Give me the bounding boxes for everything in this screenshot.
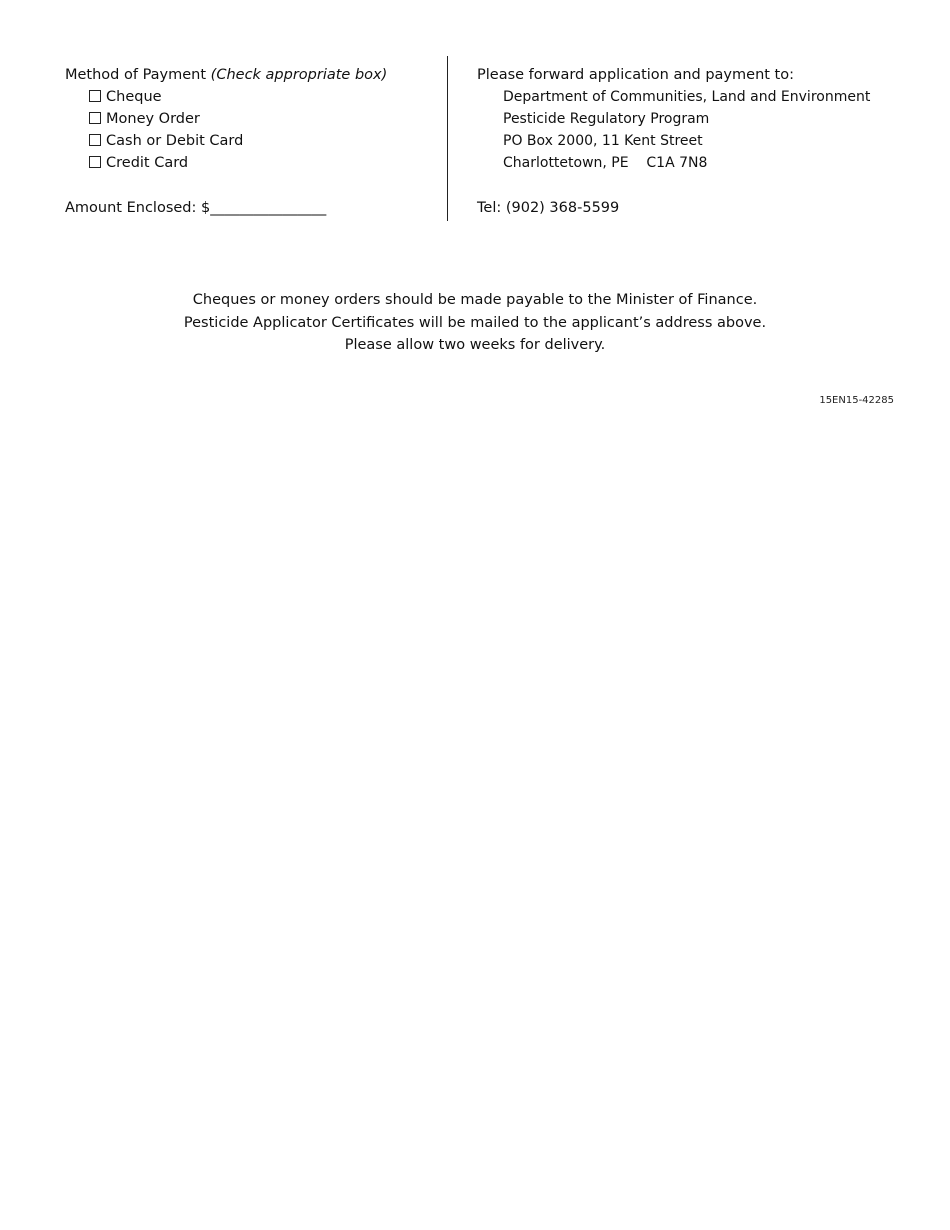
note-mailing: Pesticide Applicator Certificates will be mailed to the applicant’s address above. bbox=[183, 314, 767, 331]
payment-options bbox=[65, 86, 435, 174]
checkbox-cash-debit[interactable] bbox=[89, 134, 101, 146]
payment-option-cheque[interactable] bbox=[65, 86, 435, 108]
option-label: Money Order bbox=[106, 111, 200, 127]
forward-section bbox=[477, 64, 907, 219]
column-divider bbox=[447, 56, 448, 221]
address-line-department: Department of Communities, Land and Environment bbox=[503, 89, 871, 105]
checkbox-credit-card[interactable] bbox=[89, 156, 101, 168]
option-label: Cheque bbox=[106, 89, 162, 105]
mailing-address bbox=[477, 86, 907, 174]
address-line-program: Pesticide Regulatory Program bbox=[503, 111, 710, 127]
checkbox-cheque[interactable] bbox=[89, 90, 101, 102]
checkbox-money-order[interactable] bbox=[89, 112, 101, 124]
payment-option-money-order[interactable] bbox=[65, 108, 435, 130]
forward-heading: Please forward application and payment to: bbox=[477, 67, 794, 83]
note-payable: Cheques or money orders should be made payable to the Minister of Finance. bbox=[192, 292, 758, 308]
payment-heading-note: (Check appropriate box) bbox=[210, 67, 388, 83]
note-delivery: Please allow two weeks for delivery. bbox=[344, 337, 606, 353]
telephone: Tel: (902) 368-5599 bbox=[477, 200, 620, 216]
option-label: Credit Card bbox=[106, 155, 189, 171]
payment-option-credit-card[interactable] bbox=[65, 152, 435, 174]
payment-section bbox=[65, 64, 435, 219]
form-code: 15EN15-42285 bbox=[819, 395, 894, 406]
amount-enclosed-field[interactable]: Amount Enclosed: $________________ bbox=[65, 200, 327, 216]
payment-heading-text: Method of Payment bbox=[65, 67, 207, 83]
payment-notes bbox=[0, 289, 950, 357]
option-label: Cash or Debit Card bbox=[106, 133, 244, 149]
address-line-city: Charlottetown, PE C1A 7N8 bbox=[503, 155, 708, 171]
payment-option-cash-debit[interactable] bbox=[65, 130, 435, 152]
payment-heading bbox=[65, 64, 435, 86]
address-line-street: PO Box 2000, 11 Kent Street bbox=[503, 133, 703, 149]
